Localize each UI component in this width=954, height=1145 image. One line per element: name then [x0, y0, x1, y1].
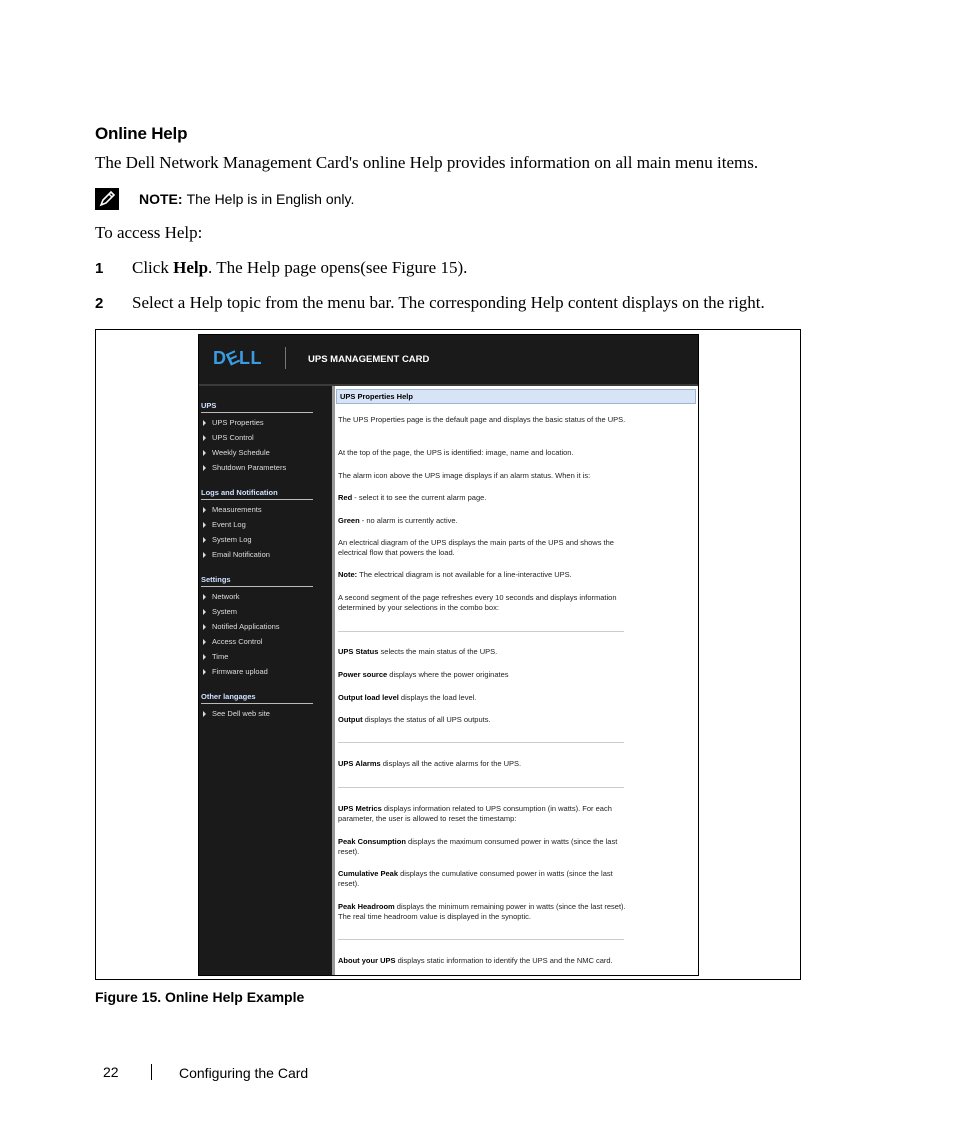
help-paragraph — [338, 715, 628, 725]
arrow-right-icon — [203, 465, 206, 471]
arrow-right-icon — [203, 594, 206, 600]
help-separator — [338, 631, 624, 632]
help-text: The alarm icon above the UPS image displays if an alarm status. When it is: — [338, 471, 591, 480]
step-number: 2 — [95, 295, 104, 312]
help-paragraph — [338, 415, 628, 425]
help-term: Output — [338, 715, 363, 724]
arrow-right-icon — [203, 435, 206, 441]
sidebar-menu-item-label: Weekly Schedule — [212, 448, 270, 457]
help-paragraph — [338, 471, 628, 481]
help-text: An electrical diagram of the UPS displays the main parts of the UPS and shows the electrical flow that powers the load. — [338, 538, 614, 557]
step-2 — [95, 293, 765, 313]
help-term: UPS Alarms — [338, 759, 381, 768]
page-number: 22 — [103, 1064, 119, 1080]
sidebar-menu-item-label: Network — [212, 592, 240, 601]
help-paragraph — [338, 448, 628, 458]
sidebar-menu-item-label: Event Log — [212, 520, 246, 529]
sidebar-menu-item-label: Email Notification — [212, 550, 270, 559]
sidebar-section-title: Logs and Notification — [201, 488, 313, 500]
help-separator — [338, 742, 624, 743]
help-text: displays information related to UPS consumption (in watts). For each parameter, the user is allowed to reset the timestamp: — [338, 804, 612, 823]
sidebar-menu-item-label: Access Control — [212, 637, 263, 646]
help-paragraph — [338, 902, 628, 922]
arrow-right-icon — [203, 537, 206, 543]
help-paragraph — [338, 693, 628, 703]
help-title: UPS Properties Help — [340, 392, 413, 401]
note-row — [95, 187, 354, 211]
figure-caption: Figure 15. Online Help Example — [95, 989, 305, 1005]
arrow-right-icon — [203, 639, 206, 645]
sidebar-menu-item-label: See Dell web site — [212, 709, 270, 718]
sidebar-menu — [199, 386, 332, 976]
help-paragraph — [338, 516, 628, 526]
intro-paragraph: The Dell Network Management Card's online Help provides information on all main menu items. — [95, 153, 759, 172]
help-term: Power source — [338, 670, 388, 679]
help-text: displays the load level. — [398, 693, 477, 702]
help-paragraph — [338, 647, 628, 657]
footer-separator — [151, 1064, 152, 1080]
section-heading: Online Help — [95, 124, 188, 143]
help-paragraph — [338, 956, 628, 966]
help-paragraph — [338, 570, 628, 580]
help-paragraph — [338, 804, 628, 824]
help-text: - select it to see the current alarm page. — [352, 493, 487, 502]
arrow-right-icon — [203, 624, 206, 630]
help-text: A second segment of the page refreshes every 10 seconds and displays information determined by your selections in the combo box: — [338, 593, 617, 612]
arrow-right-icon — [203, 711, 206, 717]
help-paragraph — [338, 593, 628, 613]
sidebar-menu-item-label: Firmware upload — [212, 667, 268, 676]
arrow-right-icon — [203, 450, 206, 456]
sidebar-menu-item[interactable] — [203, 709, 270, 718]
note-label: NOTE: — [139, 191, 183, 207]
sidebar-menu-item-label: System Log — [212, 535, 252, 544]
arrow-right-icon — [203, 654, 206, 660]
help-term: Cumulative Peak — [338, 869, 399, 878]
help-text: - no alarm is currently active. — [359, 516, 458, 525]
help-paragraph — [338, 837, 628, 857]
arrow-right-icon — [203, 420, 206, 426]
arrow-right-icon — [203, 669, 206, 675]
help-text: displays the maximum consumed power in watts (since the last reset). — [338, 837, 618, 856]
sidebar-menu-item[interactable] — [203, 520, 246, 529]
sidebar-menu-item[interactable] — [203, 607, 237, 616]
help-text: displays the minimum remaining power in watts (since the last reset). The real time headroom value is displayed in the synoptic. — [338, 902, 626, 921]
help-term: Output load level — [338, 693, 399, 702]
help-term: Note: — [338, 570, 358, 579]
sidebar-menu-item-label: UPS Properties — [212, 418, 264, 427]
sidebar-menu-item-label: Shutdown Parameters — [212, 463, 287, 472]
app-title: UPS MANAGEMENT CARD — [308, 354, 430, 365]
sidebar-section-title: Other langages — [201, 692, 313, 704]
sidebar-menu-item[interactable] — [203, 418, 264, 427]
access-help-text: To access Help: — [95, 223, 203, 242]
note-text: The Help is in English only. — [186, 191, 355, 207]
help-text: displays static information to identify the UPS and the NMC card. — [395, 956, 613, 965]
help-text: displays where the power originates — [387, 670, 509, 679]
step-number: 1 — [95, 260, 104, 277]
help-title-bar — [336, 389, 696, 404]
sidebar-menu-item-label: UPS Control — [212, 433, 254, 442]
help-separator — [338, 787, 624, 788]
sidebar-menu-item[interactable] — [203, 592, 240, 601]
dell-logo: DELL — [213, 346, 263, 370]
help-paragraph — [338, 493, 628, 503]
help-text: At the top of the page, the UPS is identified: image, name and location. — [338, 448, 574, 457]
sidebar-menu-item[interactable] — [203, 433, 254, 442]
sidebar-menu-item[interactable] — [203, 652, 228, 661]
app-header — [199, 335, 698, 386]
sidebar-menu-item[interactable] — [203, 667, 268, 676]
sidebar-menu-item-label: Notified Applications — [212, 622, 280, 631]
ups-help-screenshot — [198, 334, 699, 976]
help-term: UPS Metrics — [338, 804, 382, 813]
arrow-right-icon — [203, 609, 206, 615]
sidebar-menu-item-label: Time — [212, 652, 229, 661]
footer-section-name: Configuring the Card — [179, 1065, 309, 1081]
help-text: selects the main status of the UPS. — [378, 647, 498, 656]
pencil-note-icon — [95, 188, 119, 210]
sidebar-menu-item[interactable] — [203, 550, 270, 559]
help-paragraph — [338, 670, 628, 680]
sidebar-menu-item[interactable] — [203, 463, 286, 472]
step-1 — [95, 258, 467, 278]
sidebar-menu-item[interactable] — [203, 622, 280, 631]
sidebar-menu-item[interactable] — [203, 505, 262, 514]
help-term: Red — [338, 493, 353, 502]
sidebar-section-title: UPS — [201, 401, 313, 413]
sidebar-section-title: Settings — [201, 575, 313, 587]
help-text: The electrical diagram is not available for a line-interactive UPS. — [357, 570, 572, 579]
help-text: displays the cumulative consumed power in watts (since the last reset). — [338, 869, 613, 888]
sidebar-menu-item[interactable] — [203, 535, 252, 544]
help-paragraph — [338, 869, 628, 889]
help-separator — [338, 939, 624, 940]
step-text: Select a Help topic from the menu bar. The corresponding Help content displays on the right. — [132, 293, 765, 312]
help-paragraph — [338, 538, 628, 558]
help-paragraph — [338, 759, 628, 769]
help-text: The UPS Properties page is the default page and displays the basic status of the UPS. — [338, 415, 626, 424]
help-text: displays the status of all UPS outputs. — [362, 715, 491, 724]
arrow-right-icon — [203, 507, 206, 513]
sidebar-menu-item[interactable] — [203, 448, 270, 457]
arrow-right-icon — [203, 522, 206, 528]
help-term: UPS Status — [338, 647, 379, 656]
arrow-right-icon — [203, 552, 206, 558]
sidebar-menu-item-label: Measurements — [212, 505, 262, 514]
help-term: About your UPS — [338, 956, 396, 965]
help-text: displays all the active alarms for the UPS. — [380, 759, 522, 768]
sidebar-menu-item[interactable] — [203, 637, 262, 646]
header-divider — [285, 347, 286, 369]
help-term: Peak Consumption — [338, 837, 406, 846]
content-divider — [332, 386, 335, 976]
help-term: Green — [338, 516, 360, 525]
sidebar-menu-item-label: System — [212, 607, 238, 616]
help-term: Peak Headroom — [338, 902, 395, 911]
step-text: Click Help. The Help page opens(see Figure 15). — [132, 258, 468, 277]
